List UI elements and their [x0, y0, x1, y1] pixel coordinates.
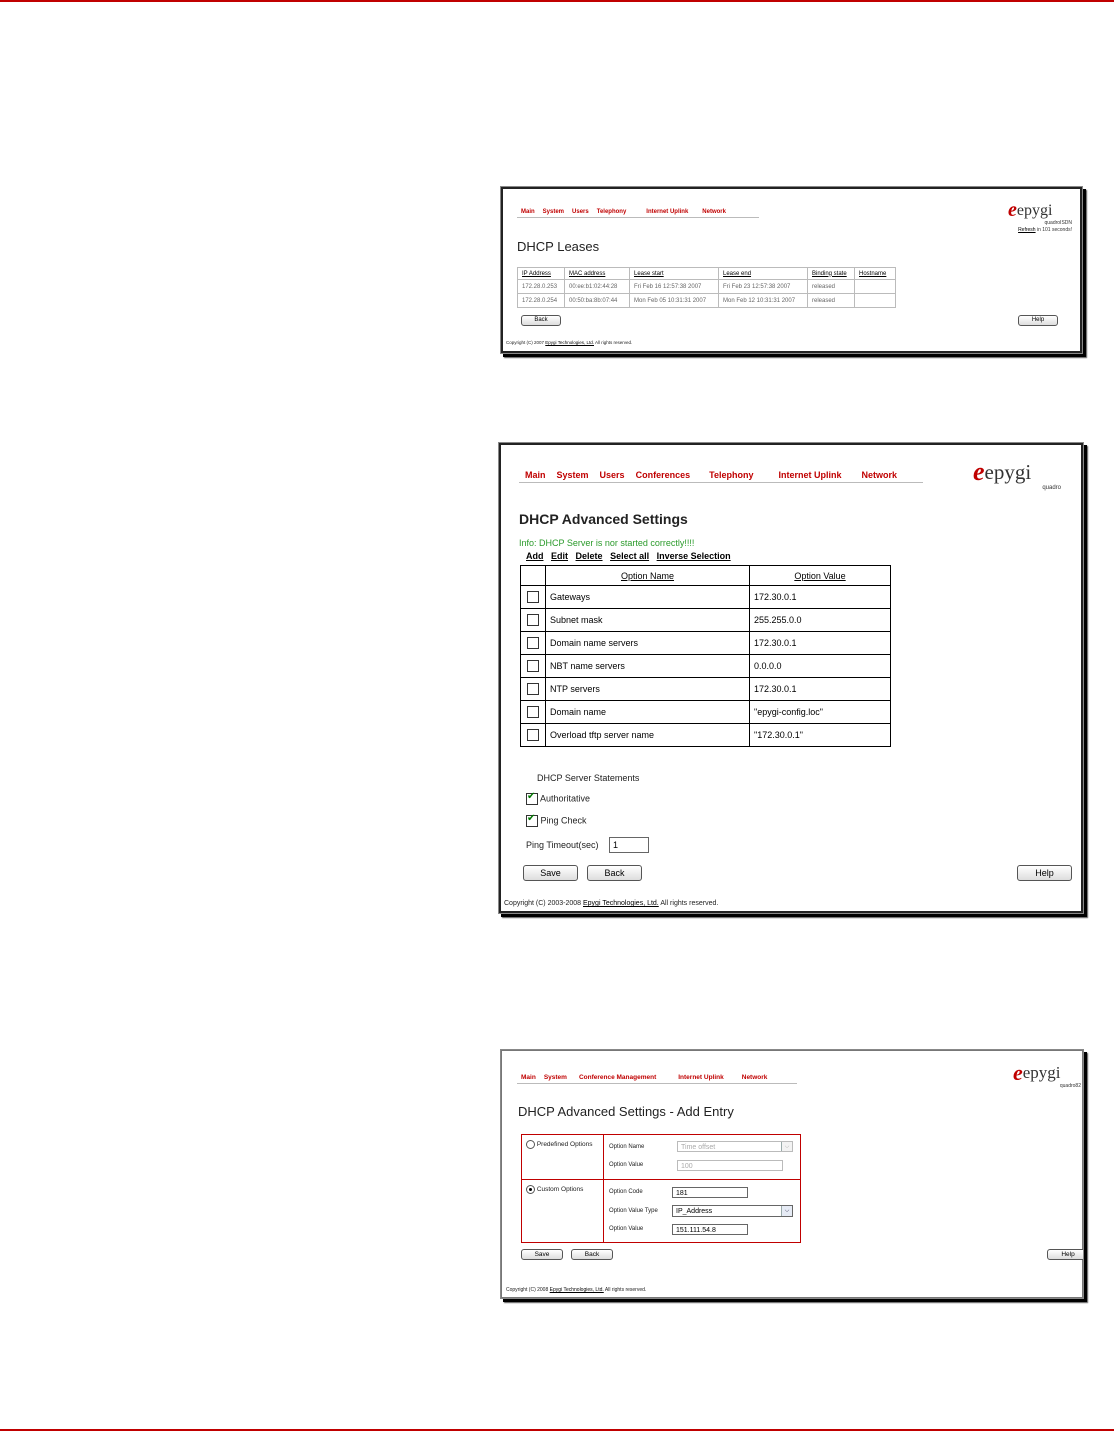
nav-telephony[interactable]: Telephony	[709, 470, 754, 480]
back-button[interactable]: Back	[521, 315, 561, 326]
nav-system[interactable]: System	[543, 1074, 567, 1081]
leases-table	[517, 267, 896, 308]
dhcp-add-entry-screenshot	[500, 1049, 1084, 1299]
dhcp-leases-screenshot	[500, 186, 1083, 354]
option-value-label-custom: Option Value	[609, 1226, 644, 1232]
predefined-options-radio[interactable]	[526, 1140, 535, 1149]
option-code-label: Option Code	[609, 1189, 643, 1195]
select-col-header	[521, 566, 546, 586]
cell: Fri Feb 23 12:57:38 2007	[719, 280, 808, 294]
cell: 172.28.0.254	[518, 294, 565, 308]
row-select	[521, 724, 546, 747]
row-checkbox[interactable]	[527, 591, 539, 603]
option-value-cell: 0.0.0.0	[750, 655, 891, 678]
row-select	[521, 655, 546, 678]
nav-users[interactable]: Users	[572, 209, 589, 215]
info-message: Info: DHCP Server is nor started correctly!!!!	[519, 538, 695, 548]
authoritative-checkbox[interactable]	[526, 793, 538, 805]
option-value-type-label: Option Value Type	[609, 1208, 658, 1214]
save-button[interactable]: Save	[523, 865, 578, 881]
option-name-cell: NTP servers	[546, 678, 750, 701]
option-name-cell: Domain name	[546, 701, 750, 724]
table-row	[521, 586, 891, 609]
row-select	[521, 609, 546, 632]
table-row	[521, 724, 891, 747]
copyright-link[interactable]: Epygi Technologies, Ltd.	[545, 340, 594, 345]
panel-divider-horizontal	[522, 1179, 800, 1180]
refresh-notice: Refresh in 101 seconds!	[1018, 227, 1072, 233]
cell	[855, 280, 896, 294]
row-select	[521, 632, 546, 655]
option-name-cell: Subnet mask	[546, 609, 750, 632]
option-value-label: Option Value	[609, 1162, 644, 1168]
cell: 00:50:ba:8b:07:44	[565, 294, 630, 308]
main-nav	[517, 1072, 797, 1084]
cell: Mon Feb 12 10:31:31 2007	[719, 294, 808, 308]
option-value-cell: 255.255.0.0	[750, 609, 891, 632]
cell: Mon Feb 05 10:31:31 2007	[630, 294, 719, 308]
nav-system[interactable]: System	[542, 209, 565, 215]
footer-rule	[0, 1429, 1114, 1431]
nav-telephony[interactable]: Telephony	[596, 209, 627, 215]
row-select	[521, 701, 546, 724]
nav-main[interactable]: Main	[525, 470, 546, 480]
back-button[interactable]: Back	[587, 865, 642, 881]
options-table	[520, 565, 891, 747]
nav-main[interactable]: Main	[521, 209, 535, 215]
options-panel	[521, 1134, 801, 1243]
option-name-select[interactable]: Time offset ⌵	[677, 1141, 793, 1152]
option-value-cell: "172.30.0.1"	[750, 724, 891, 747]
col-header[interactable]: Lease start	[630, 268, 719, 280]
custom-options-radio[interactable]	[526, 1185, 535, 1194]
row-checkbox[interactable]	[527, 706, 539, 718]
copyright: Copyright (C) 2003-2008 Epygi Technologies, Ltd. All rights reserved.	[504, 900, 719, 907]
cell: 00:ee:b1:02:44:28	[565, 280, 630, 294]
row-select	[521, 586, 546, 609]
panel-divider-vertical	[603, 1135, 604, 1242]
ping-check-checkbox[interactable]	[526, 815, 538, 827]
row-checkbox[interactable]	[527, 729, 539, 741]
authoritative-option	[526, 793, 590, 805]
statements-heading: DHCP Server Statements	[537, 773, 640, 783]
table-row	[518, 280, 896, 294]
main-nav	[517, 207, 759, 218]
option-name-cell: Gateways	[546, 586, 750, 609]
row-select	[521, 678, 546, 701]
nav-system[interactable]: System	[556, 470, 589, 480]
option-name-label: Option Name	[609, 1144, 645, 1150]
col-header-option-name[interactable]: Option Name	[546, 566, 750, 586]
page-title: DHCP Advanced Settings - Add Entry	[518, 1104, 734, 1119]
option-value-cell: 172.30.0.1	[750, 632, 891, 655]
ping-timeout-label: Ping Timeout(sec)	[526, 840, 599, 850]
cell: Fri Feb 16 12:57:38 2007	[630, 280, 719, 294]
epygi-logo: e epygi	[1008, 199, 1053, 221]
custom-options-label: Custom Options	[536, 1186, 584, 1194]
option-value-cell: 172.30.0.1	[750, 678, 891, 701]
option-value-type-select[interactable]: IP_Address ⌵	[672, 1205, 793, 1217]
copyright-link[interactable]: Epygi Technologies, Ltd.	[583, 900, 659, 907]
col-header[interactable]: Hostname	[855, 268, 896, 280]
inverse-selection-link[interactable]: Inverse Selection	[656, 551, 731, 561]
page-title: DHCP Advanced Settings	[519, 511, 688, 527]
cell: released	[808, 280, 855, 294]
option-value-cell: "epygi-config.loc"	[750, 701, 891, 724]
col-header[interactable]: Lease end	[719, 268, 808, 280]
col-header-option-value[interactable]: Option Value	[750, 566, 891, 586]
option-name-cell: Overload tftp server name	[546, 724, 750, 747]
table-row	[521, 632, 891, 655]
nav-conference-management[interactable]: Conference Management	[578, 1074, 657, 1081]
ping-check-label: Ping Check	[540, 815, 587, 826]
row-checkbox[interactable]	[527, 637, 539, 649]
nav-main[interactable]: Main	[521, 1074, 536, 1081]
ping-check-option	[526, 815, 587, 827]
select-all-link[interactable]: Select all	[610, 551, 650, 561]
back-button[interactable]: Back	[571, 1249, 613, 1260]
cell	[855, 294, 896, 308]
copyright: Copyright (C) 2008 Epygi Technologies, Ltd. All rights reserved.	[506, 1287, 647, 1293]
nav-network[interactable]: Network	[861, 470, 897, 480]
col-header[interactable]: Binding state	[808, 268, 855, 280]
epygi-logo: e epygi	[1013, 1060, 1061, 1085]
nav-internet-uplink[interactable]: Internet Uplink	[646, 209, 689, 215]
help-button[interactable]: Help	[1018, 315, 1058, 326]
option-value-cell: 172.30.0.1	[750, 586, 891, 609]
chevron-down-icon: ⌵	[781, 1142, 792, 1151]
table-row	[521, 655, 891, 678]
cell: released	[808, 294, 855, 308]
save-button[interactable]: Save	[521, 1249, 563, 1260]
predefined-options-label: Predefined Options	[536, 1141, 593, 1149]
nav-internet-uplink[interactable]: Internet Uplink	[778, 470, 842, 480]
nav-network[interactable]: Network	[741, 1074, 768, 1081]
edit-link[interactable]: Edit	[551, 551, 569, 561]
help-button[interactable]: Help	[1017, 865, 1072, 881]
option-value-input-predefined[interactable]: 100	[677, 1160, 783, 1171]
copyright-link[interactable]: Epygi Technologies, Ltd.	[549, 1287, 604, 1293]
product-subtitle: quadro82	[1059, 1083, 1081, 1089]
refresh-link[interactable]: Refresh	[1018, 227, 1036, 233]
header-rule	[0, 0, 1114, 2]
row-checkbox[interactable]	[527, 683, 539, 695]
nav-network[interactable]: Network	[702, 209, 726, 215]
option-code-input[interactable]: 181	[672, 1187, 748, 1198]
delete-link[interactable]: Delete	[575, 551, 603, 561]
option-name-cell: Domain name servers	[546, 632, 750, 655]
product-subtitle: quadroISDN	[1044, 220, 1072, 226]
col-header[interactable]: MAC address	[565, 268, 630, 280]
add-link[interactable]: Add	[526, 551, 544, 561]
row-checkbox[interactable]	[527, 660, 539, 672]
product-subtitle: quadro	[1042, 485, 1061, 491]
dhcp-advanced-settings-screenshot	[498, 442, 1084, 914]
nav-users[interactable]: Users	[599, 470, 625, 480]
option-value-input-custom[interactable]: 151.111.54.8	[672, 1224, 748, 1235]
custom-options-radio-row	[526, 1185, 583, 1194]
chevron-down-icon: ⌵	[781, 1206, 792, 1216]
option-name-cell: NBT name servers	[546, 655, 750, 678]
table-row	[521, 678, 891, 701]
authoritative-label: Authoritative	[540, 793, 591, 804]
predefined-options-radio-row	[526, 1140, 592, 1149]
action-links	[526, 551, 731, 561]
epygi-logo: e epygi	[973, 457, 1032, 486]
page-title: DHCP Leases	[517, 239, 600, 254]
table-row	[521, 701, 891, 724]
table-row	[521, 609, 891, 632]
main-nav	[519, 468, 923, 483]
col-header[interactable]: IP Address	[518, 268, 565, 280]
nav-conferences[interactable]: Conferences	[635, 470, 691, 480]
copyright: Copyright (C) 2007 Epygi Technologies, Ltd. All rights reserved.	[506, 340, 633, 345]
table-row	[518, 294, 896, 308]
cell: 172.28.0.253	[518, 280, 565, 294]
ping-timeout-input[interactable]: 1	[609, 837, 649, 853]
help-button[interactable]: Help	[1047, 1249, 1084, 1260]
row-checkbox[interactable]	[527, 614, 539, 626]
nav-internet-uplink[interactable]: Internet Uplink	[678, 1074, 724, 1081]
